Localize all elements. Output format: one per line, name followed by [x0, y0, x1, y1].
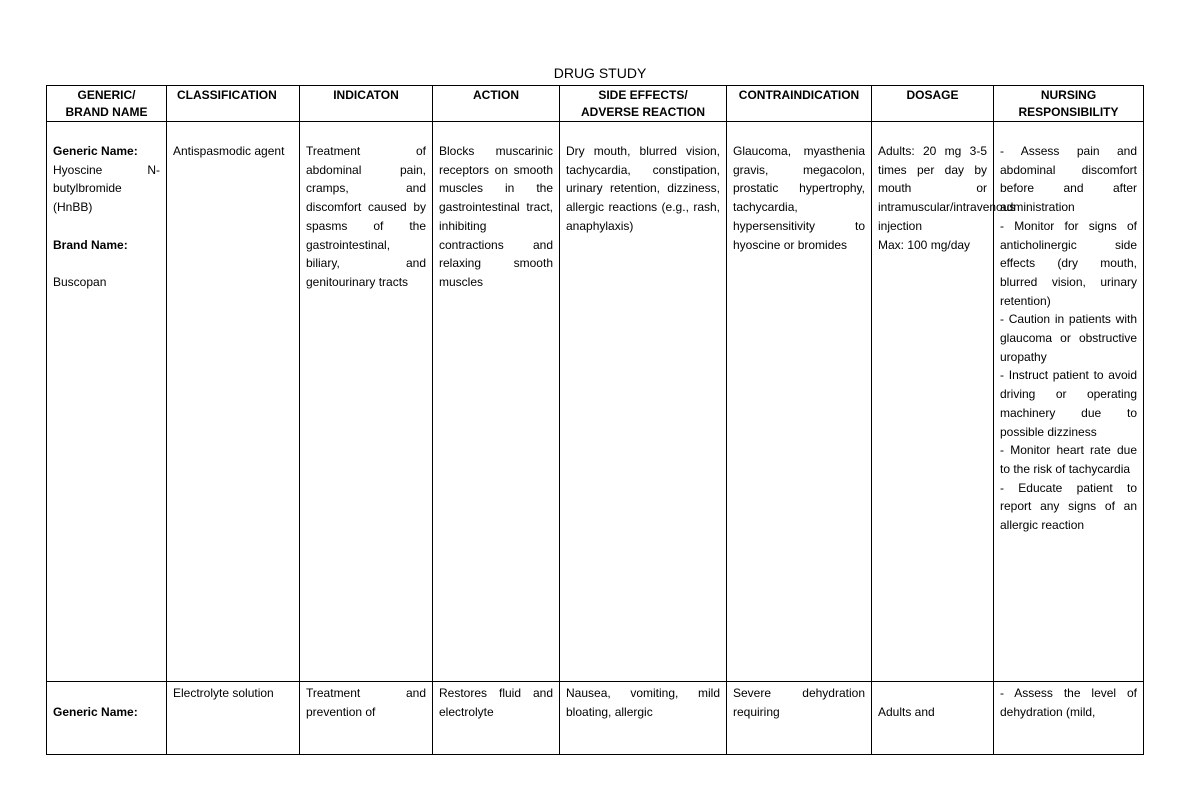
generic-name-value: Hyoscine N-butylbromide (HnBB): [53, 162, 160, 215]
cell-nursing: - Assess the level of dehydration (mild,: [994, 682, 1144, 755]
header-action: ACTION: [433, 86, 560, 122]
header-side-effects: SIDE EFFECTS/ ADVERSE REACTION: [560, 86, 727, 122]
nursing-item: - Instruct patient to avoid driving or operating machinery due to possible dizziness: [1000, 368, 1137, 439]
header-dosage: DOSAGE: [872, 86, 994, 122]
cell-dosage: Adults: 20 mg 3-5 times per day by mouth or intramuscular/intravenous injection Max: 100 mg/day: [872, 122, 994, 682]
generic-name-label: Generic Name:: [53, 704, 138, 719]
header-indication: INDICATON: [300, 86, 433, 122]
cell-generic: [47, 682, 167, 755]
header-classification: CLASSIFICATION: [167, 86, 300, 122]
brand-name-value: Buscopan: [53, 274, 107, 289]
cell-dosage: Adults and: [872, 682, 994, 755]
cell-classification: Antispasmodic agent: [167, 122, 300, 682]
header-generic: GENERIC/ BRAND NAME: [47, 86, 167, 122]
drug-study-table: [46, 85, 1144, 755]
table-row: [47, 122, 1144, 682]
nursing-item: - Educate patient to report any signs of an allergic reaction: [1000, 480, 1137, 533]
header-row: [47, 86, 1144, 122]
cell-contraindication: Severe dehydration requiring: [727, 682, 872, 755]
cell-side-effects: Dry mouth, blurred vision, tachycardia, constipation, urinary retention, dizziness, allergic reactions (e.g., rash, anaphylaxis): [560, 122, 727, 682]
document-title: DRUG STUDY: [553, 65, 647, 81]
cell-action: Restores fluid and electrolyte: [433, 682, 560, 755]
brand-name-label: Brand Name:: [53, 237, 128, 252]
cell-side-effects: Nausea, vomiting, mild bloating, allergic: [560, 682, 727, 755]
table-row: [47, 682, 1144, 755]
nursing-item: - Caution in patients with glaucoma or obstructive uropathy: [1000, 312, 1137, 364]
cell-nursing: [994, 122, 1144, 682]
cell-action: Blocks muscarinic receptors on smooth muscles in the gastrointestinal tract, inhibiting contractions and relaxing smooth muscles: [433, 122, 560, 682]
header-contraindication: CONTRAINDICATION: [727, 86, 872, 122]
cell-contraindication: Glaucoma, myasthenia gravis, megacolon, prostatic hypertrophy, tachycardia, hypersensitivity to hyoscine or bromides: [727, 122, 872, 682]
cell-generic: [47, 122, 167, 682]
header-nursing: NURSING RESPONSIBILITY: [994, 86, 1144, 122]
cell-indication: Treatment and prevention of: [300, 682, 433, 755]
nursing-item: - Monitor heart rate due to the risk of tachycardia: [1000, 443, 1137, 476]
cell-classification: Electrolyte solution: [167, 682, 300, 755]
nursing-item: - Assess pain and abdominal discomfort before and after administration: [1000, 144, 1137, 215]
nursing-item: - Monitor for signs of anticholinergic side effects (dry mouth, blurred vision, urinary retention): [1000, 218, 1137, 308]
generic-name-label: Generic Name:: [53, 144, 138, 158]
cell-indication: Treatment of abdominal pain, cramps, and discomfort caused by spasms of the gastrointestinal, biliary, and genitourinary tracts: [300, 122, 433, 682]
